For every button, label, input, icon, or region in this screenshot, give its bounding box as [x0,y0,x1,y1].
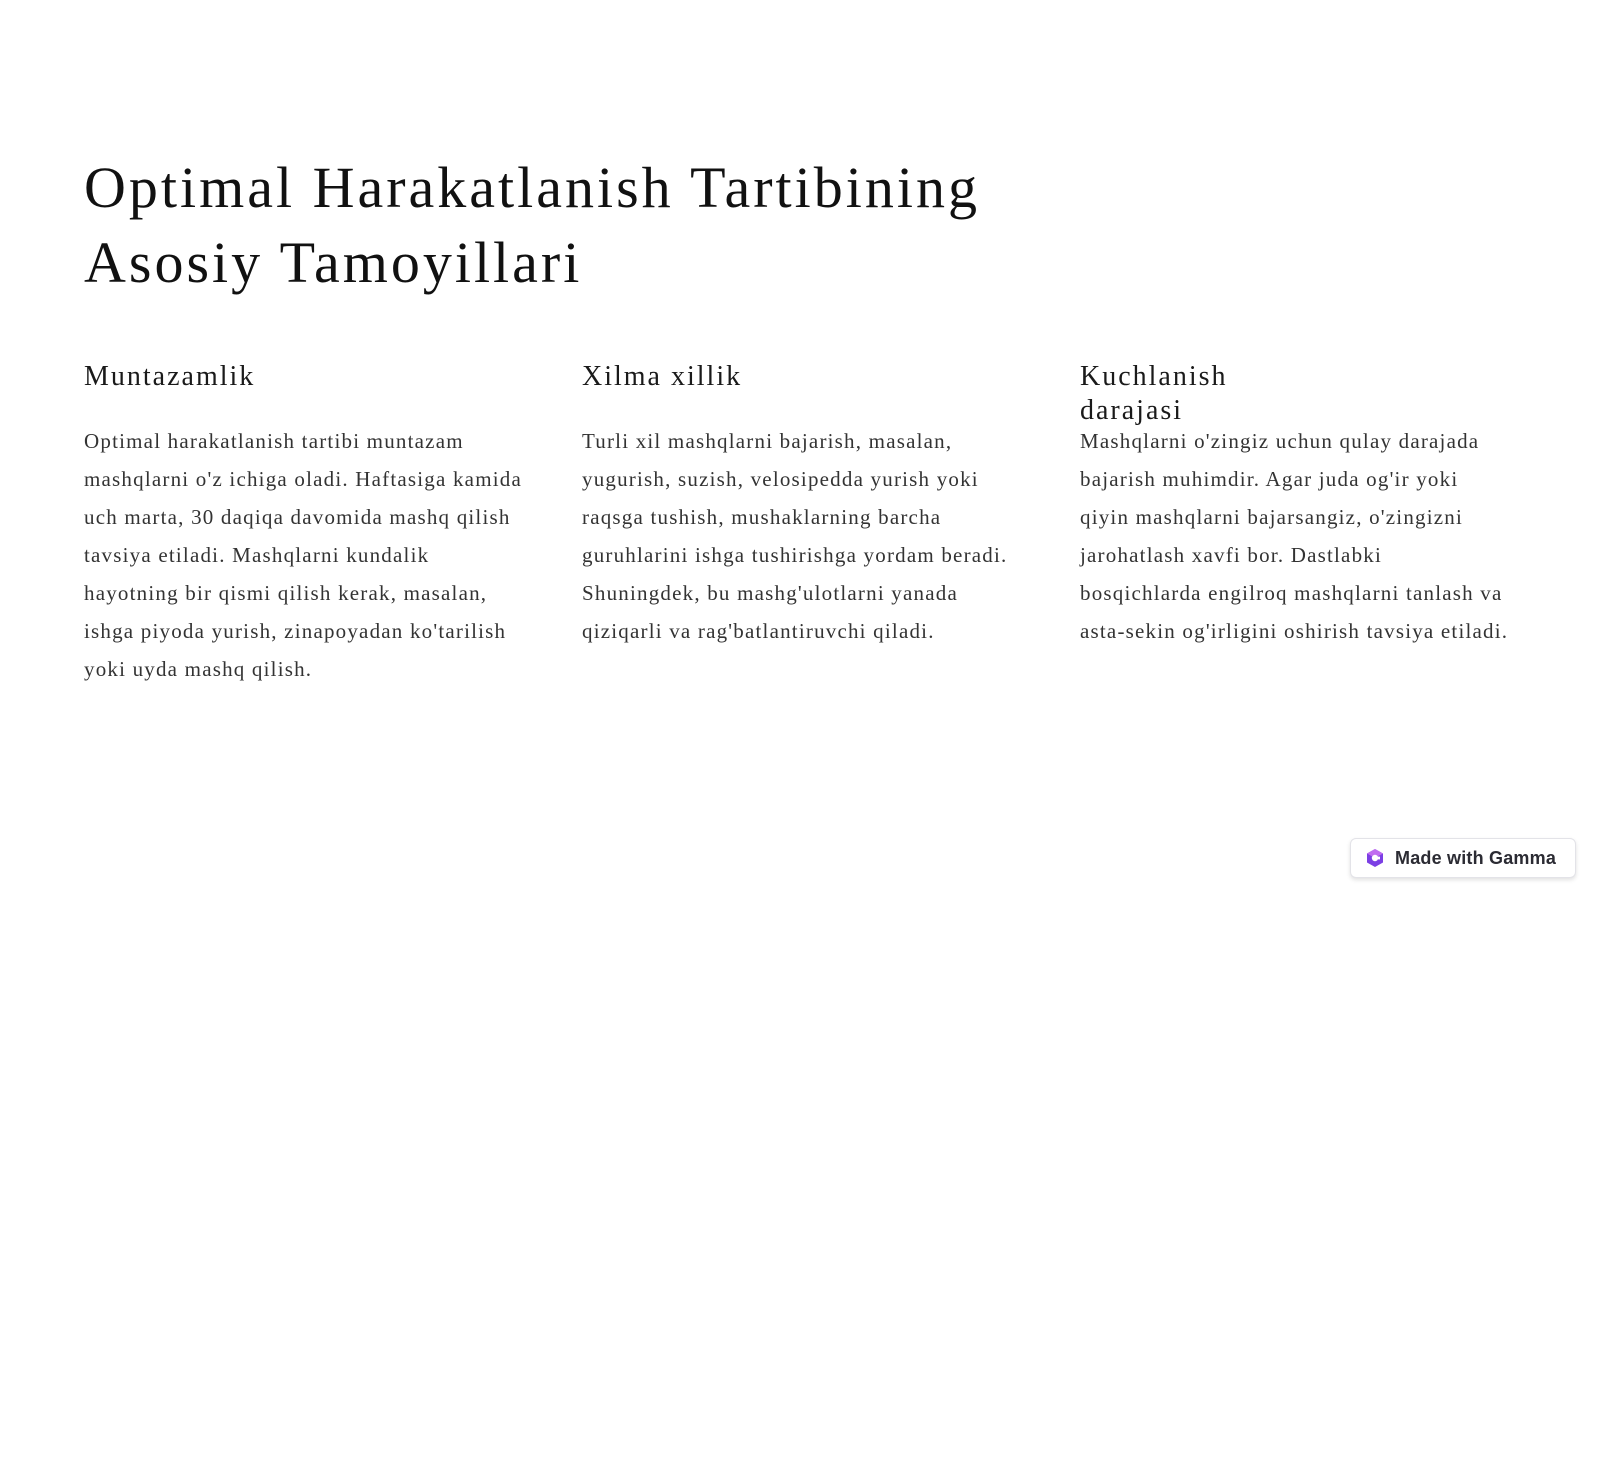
column-body: Mashqlarni o'zingiz uchun qulay darajada bajarish muhimdir. Agar juda og'ir yoki qiyin mashqlarni bajarsangiz, o'zingizni jarohatlash xavfi bor. Dastlabki bosqichlarda engilroq mashqlarni tanlash va asta-sekin og'irligini oshirish tavsiya etiladi. [1080,429,1509,643]
badge-label: Made with Gamma [1395,847,1557,868]
column-heading: Xilma xillik [582,361,743,392]
gamma-logo-icon [1365,848,1385,868]
page-title: Optimal Harakatlanish Tartibining Asosiy Tamoyillari [84,155,981,295]
column-muntazamlik [84,360,524,681]
column-heading: Kuchlanish darajasi [1080,361,1228,426]
column-kuchlanish-darajasi [1080,360,1510,643]
column-body: Optimal harakatlanish tartibi muntazam mashqlarni o'z ichiga oladi. Haftasiga kamida uch marta, 30 daqiqa davomida mashq qilish tavsiya etiladi. Mashqlarni kundalik hayotning bir qismi qilish kerak, masalan, ishga piyoda yurish, zinapoyadan ko'tarilish yoki uyda mashq qilish. [84,429,522,681]
made-with-gamma-badge[interactable] [1350,838,1576,878]
column-xilma-xillik [582,360,1022,643]
column-body: Turli xil mashqlarni bajarish, masalan, yugurish, suzish, velosipedda yurish yoki raqsga tushish, mushaklarning barcha guruhlarini ishga tushirishga yordam beradi. Shuningdek, bu mashg'ulotlarni yanada qiziqarli va rag'batlantiruvchi qiladi. [582,429,1008,643]
column-heading: Muntazamlik [84,361,256,392]
principles-columns [84,360,1524,740]
